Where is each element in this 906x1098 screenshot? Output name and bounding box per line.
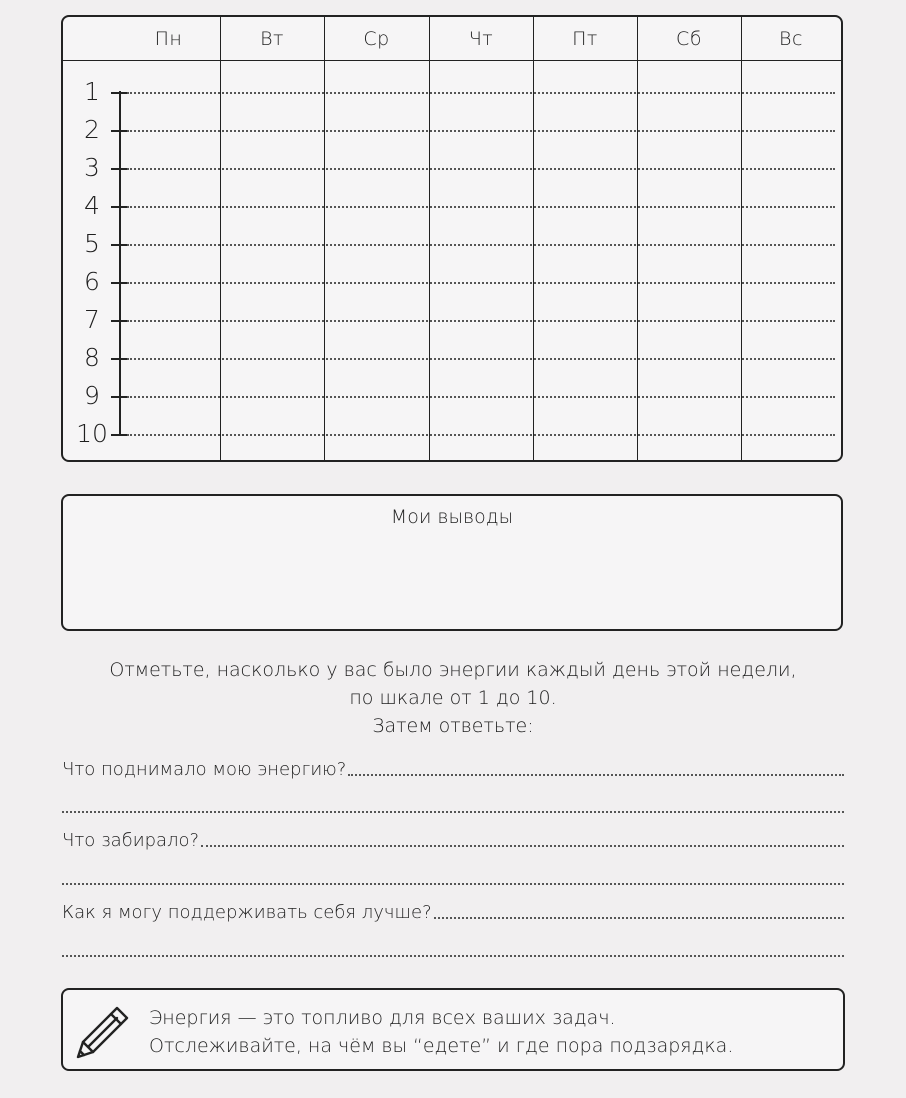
scale-tick [111, 320, 127, 322]
scale-number: 5 [84, 229, 100, 258]
energy-tracker-table [61, 15, 843, 462]
column-divider [429, 17, 430, 460]
pencil-icon [73, 1002, 133, 1062]
scale-number: 2 [84, 115, 100, 144]
tip-text [149, 1004, 733, 1060]
day-header-sun: Вс [779, 27, 803, 50]
column-divider [741, 17, 742, 460]
question-energy-drain[interactable] [62, 824, 844, 852]
answer-line[interactable] [62, 811, 844, 813]
answer-line[interactable] [434, 917, 844, 919]
question-label: Как я могу поддерживать себя лучше? [62, 902, 432, 923]
answer-line[interactable] [62, 883, 844, 885]
scale-tick [111, 358, 127, 360]
scale-number: 9 [84, 381, 100, 410]
scale-number: 8 [84, 343, 100, 372]
instructions-line: Затем ответьте: [372, 715, 534, 737]
question-self-support[interactable] [62, 896, 844, 924]
scale-dotted-line [127, 282, 835, 284]
day-header-mon: Пн [154, 27, 183, 50]
scale-tick [111, 282, 127, 284]
scale-dotted-line [127, 244, 835, 246]
tip-line: Отслеживайте, на чём вы “едете” и где пора подзарядка. [149, 1035, 734, 1057]
day-header-fri: Пт [572, 27, 598, 50]
instructions-line: Отметьте, насколько у вас было энергии каждый день этой недели, [109, 659, 797, 681]
scale-number: 1 [84, 77, 100, 106]
question-label: Что поднимало мою энергию? [62, 759, 347, 780]
day-header-tue: Вт [260, 27, 284, 50]
scale-number: 7 [84, 305, 100, 334]
scale-number: 6 [84, 267, 100, 296]
scale-tick [111, 168, 127, 170]
column-divider [533, 17, 534, 460]
day-header-wed: Ср [363, 27, 390, 50]
answer-line[interactable] [62, 955, 844, 957]
scale-dotted-line [127, 434, 835, 436]
day-header-thu: Чт [468, 27, 494, 50]
scale-dotted-line [127, 358, 835, 360]
scale-dotted-line [127, 206, 835, 208]
column-divider [324, 17, 325, 460]
header-divider [63, 60, 841, 61]
scale-dotted-line [127, 396, 835, 398]
scale-dotted-line [127, 92, 835, 94]
scale-tick [111, 130, 127, 132]
scale-tick [111, 396, 127, 398]
column-divider [220, 17, 221, 460]
scale-tick [111, 206, 127, 208]
scale-dotted-line [127, 130, 835, 132]
scale-axis [119, 91, 121, 435]
day-header-sat: Сб [676, 27, 702, 50]
answer-line[interactable] [348, 774, 844, 776]
scale-tick [111, 92, 127, 94]
scale-dotted-line [127, 168, 835, 170]
scale-tick [111, 244, 127, 246]
tip-line: Энергия — это топливо для всех ваших задач. [149, 1007, 616, 1029]
conclusions-box[interactable] [61, 494, 843, 631]
question-label: Что забирало? [62, 830, 200, 851]
scale-number: 3 [84, 153, 100, 182]
instructions [0, 656, 906, 740]
answer-line[interactable] [201, 845, 844, 847]
column-divider [637, 17, 638, 460]
instructions-line: по шкале от 1 до 10. [349, 687, 557, 709]
scale-dotted-line [127, 320, 835, 322]
scale-tick [111, 434, 127, 436]
conclusions-title: Мои выводы [390, 506, 514, 528]
scale-number: 4 [84, 191, 100, 220]
question-energy-up[interactable] [62, 753, 844, 781]
tip-box [61, 988, 845, 1071]
scale-number: 10 [76, 419, 108, 448]
